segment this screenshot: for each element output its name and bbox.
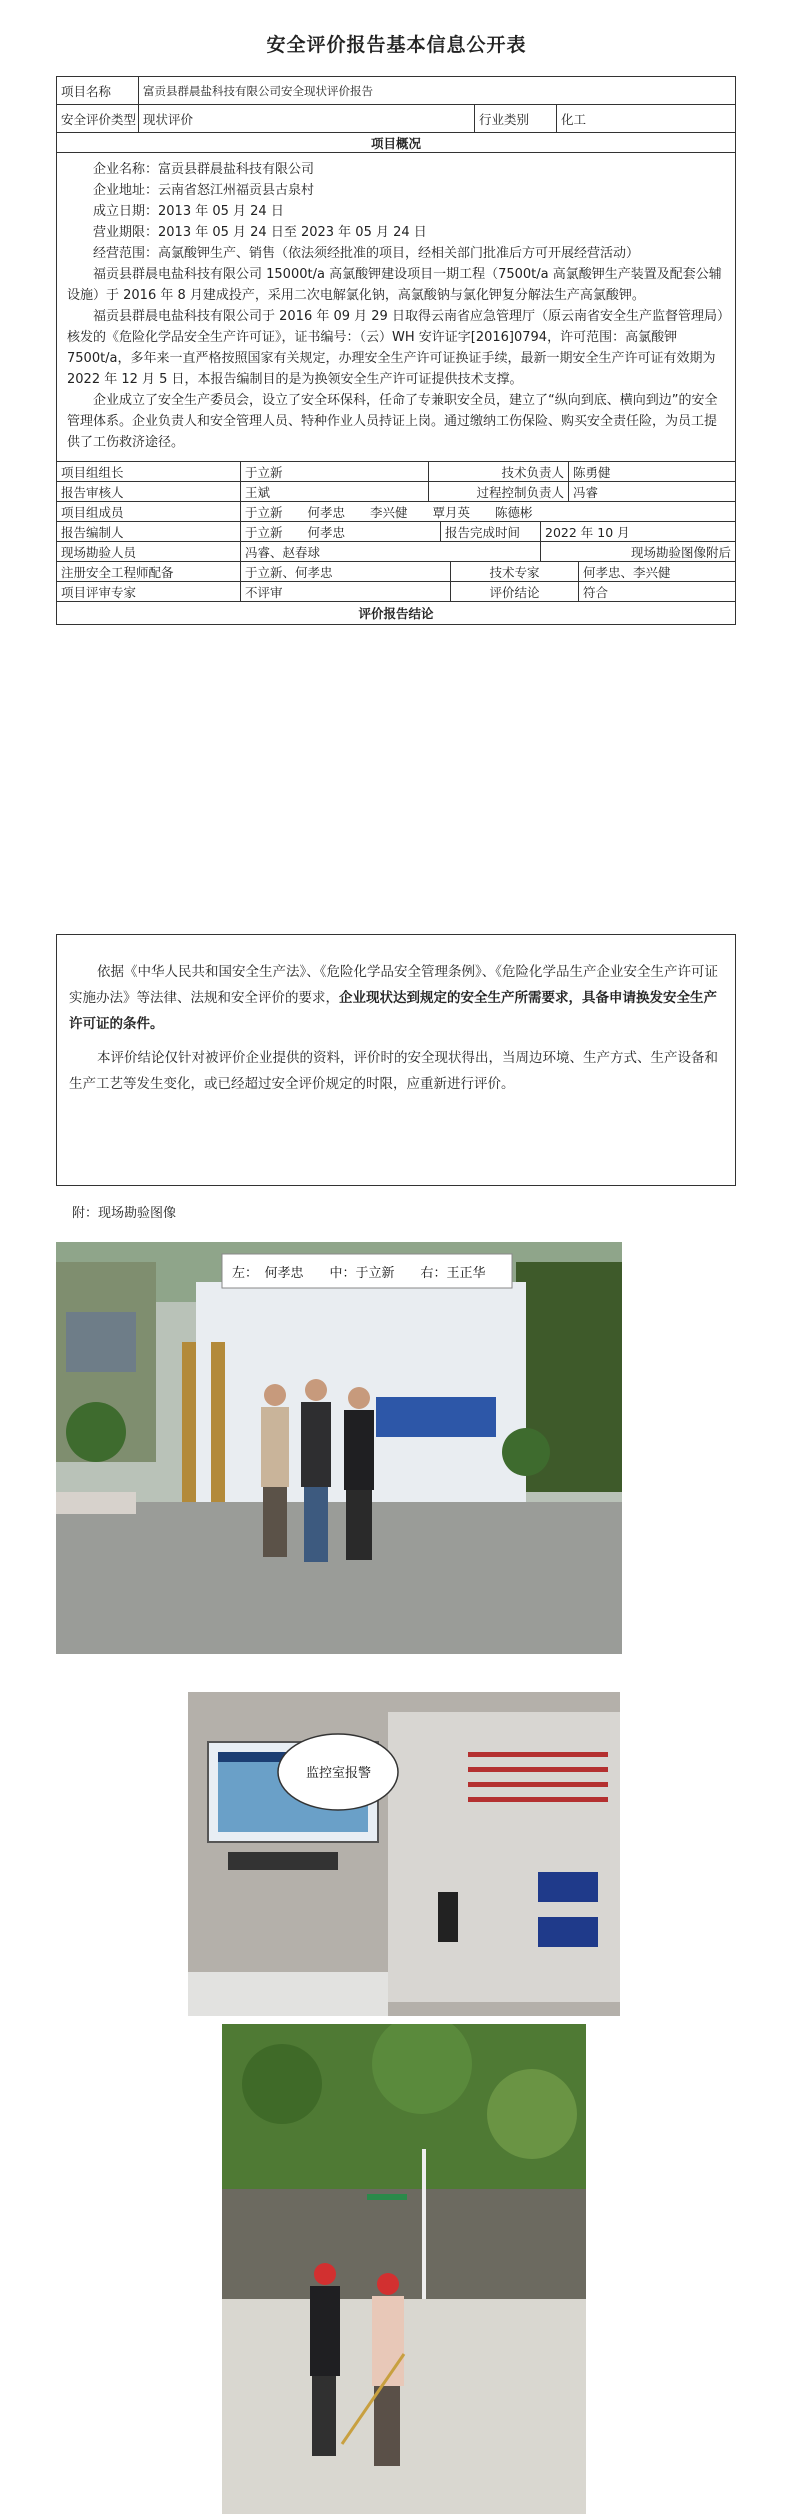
overview-header: 项目概况 bbox=[370, 135, 421, 151]
row-members bbox=[57, 502, 735, 522]
company-address: 企业地址：云南省怒江州福贡县古泉村 bbox=[93, 183, 315, 198]
founded-date: 成立日期：2013 年 05 月 24 日 bbox=[93, 204, 284, 219]
info-table bbox=[56, 76, 736, 625]
overview-para-2: 福贡县群晨电盐科技有限公司于 2016 年 09 月 29 日取得云南省应急管理厅（原云南省安全生产监督管理局）核发的《危险化学品安全生产许可证》，证书编号：（云）WH 安许证字[2016]0794，许可范围：高氯酸钾 7500t/a，多年来一直严格按照国家有关规定，办理安全生产许可证换证手续，最新一期安全生产许可证有效期为 2022 年 12 月 5 日，本报告编制目的是为换领安全生产许可证提供技术支撑。 bbox=[67, 309, 724, 387]
photo-2-caption: 监控室报警 bbox=[306, 1766, 372, 1781]
overview-para-1: 福贡县群晨电盐科技有限公司 15000t/a 高氯酸钾建设项目一期工程（7500t/a 高氯酸钾生产装置及配套公辅设施）于 2016 年 8 月建成投产，采用二次电解氯化钠，高氯酸钠与氯化钾复分解法生产高氯酸钾。 bbox=[67, 267, 722, 303]
leader-value: 于立新 bbox=[241, 462, 429, 481]
conclusion-para-1-bold: 企业现状达到规定的安全生产所需要求，具备申请换发安全生产许可证的条件。 bbox=[69, 990, 717, 1032]
site-photo-2 bbox=[188, 1692, 620, 2016]
site-photo-3 bbox=[222, 2024, 586, 2514]
survey-value: 冯睿、赵春球 bbox=[241, 542, 541, 561]
engineers-value: 于立新、何孝忠 bbox=[241, 562, 451, 581]
page-title: 安全评价报告基本信息公开表 bbox=[266, 34, 527, 56]
completion-value: 2022 年 10 月 bbox=[545, 524, 630, 540]
verdict-value: 符合 bbox=[583, 584, 609, 600]
compiler-label: 报告编制人 bbox=[57, 522, 241, 541]
row-reviewer bbox=[57, 482, 735, 502]
overview-para-3: 企业成立了安全生产委员会，设立了安全环保科，任命了专兼职安全员，建立了“纵向到底、横向到边”的安全管理体系。企业负责人和安全管理人员、特种作业人员持证上岗。通过缴纳工伤保险、购买安全责任险，为员工提供了工伤救济途径。 bbox=[67, 393, 718, 450]
conclusion-para-2: 本评价结论仅针对被评价企业提供的资料，评价时的安全现状得出，当周边环境、生产方式、生产设备和生产工艺等发生变化，或已经超过安全评价规定的时限，应重新进行评价。 bbox=[69, 1050, 718, 1092]
conclusion-para-1-text: 依据《中华人民共和国安全生产法》、《危险化学品安全管理条例》、《危险化学品生产企业安全生产许可证实施办法》等法律、法规和安全评价的要求， bbox=[69, 964, 718, 1006]
conclusion-header-row bbox=[57, 602, 735, 624]
verdict-label: 评价结论 bbox=[451, 582, 579, 601]
site-photo-1 bbox=[56, 1242, 622, 1654]
row-eval-type bbox=[57, 105, 735, 133]
row-review-expert bbox=[57, 582, 735, 602]
attachment-label: 附：现场勘验图像 bbox=[72, 1206, 177, 1221]
business-scope: 经营范围：高氯酸钾生产、销售（依法须经批准的项目，经相关部门批准后方可开展经营活动） bbox=[93, 246, 640, 261]
review-expert-value: 不评审 bbox=[241, 582, 451, 601]
industry-value: 化工 bbox=[561, 111, 587, 127]
overview-header-row bbox=[57, 133, 735, 153]
members-label: 项目组成员 bbox=[57, 502, 241, 521]
process-value: 冯睿 bbox=[573, 484, 599, 500]
conclusion-header: 评价报告结论 bbox=[358, 606, 434, 621]
conclusion-box bbox=[56, 934, 736, 1186]
industry-label: 行业类别 bbox=[475, 105, 557, 132]
tech-label: 技术负责人 bbox=[429, 462, 569, 481]
eval-type-value: 现状评价 bbox=[139, 105, 475, 132]
photo-1-caption: 左： 何孝忠 中：于立新 右：王正华 bbox=[232, 1266, 486, 1281]
row-survey bbox=[57, 542, 735, 562]
business-period: 营业期限：2013 年 05 月 24 日至 2023 年 05 月 24 日 bbox=[93, 225, 427, 240]
eval-type-label: 安全评价类型 bbox=[57, 105, 139, 132]
conclusion-para-1 bbox=[69, 959, 723, 1037]
members-value: 于立新 何孝忠 李兴健 覃月英 陈德彬 bbox=[245, 504, 533, 520]
survey-label: 现场勘验人员 bbox=[57, 542, 241, 561]
project-name-value: 富贡县群晨盐科技有限公司安全现状评价报告 bbox=[143, 83, 373, 98]
review-expert-label: 项目评审专家 bbox=[57, 582, 241, 601]
project-name-label: 项目名称 bbox=[57, 77, 139, 104]
engineers-label: 注册安全工程师配备 bbox=[57, 562, 241, 581]
reviewer-label: 报告审核人 bbox=[57, 482, 241, 501]
expert-label: 技术专家 bbox=[451, 562, 579, 581]
row-compiler bbox=[57, 522, 735, 542]
overview-body bbox=[57, 153, 735, 462]
row-project-name bbox=[57, 77, 735, 105]
leader-label: 项目组组长 bbox=[57, 462, 241, 481]
reviewer-value: 王斌 bbox=[241, 482, 429, 501]
survey-note: 现场勘验图像附后 bbox=[630, 544, 731, 560]
process-label: 过程控制负责人 bbox=[429, 482, 569, 501]
row-leader bbox=[57, 462, 735, 482]
completion-label: 报告完成时间 bbox=[441, 522, 541, 541]
company-name: 企业名称：富贡县群晨盐科技有限公司 bbox=[93, 162, 315, 177]
tech-value: 陈勇健 bbox=[573, 464, 611, 480]
row-engineers bbox=[57, 562, 735, 582]
expert-value: 何孝忠、李兴健 bbox=[583, 564, 671, 580]
compiler-value: 于立新 何孝忠 bbox=[241, 522, 441, 541]
